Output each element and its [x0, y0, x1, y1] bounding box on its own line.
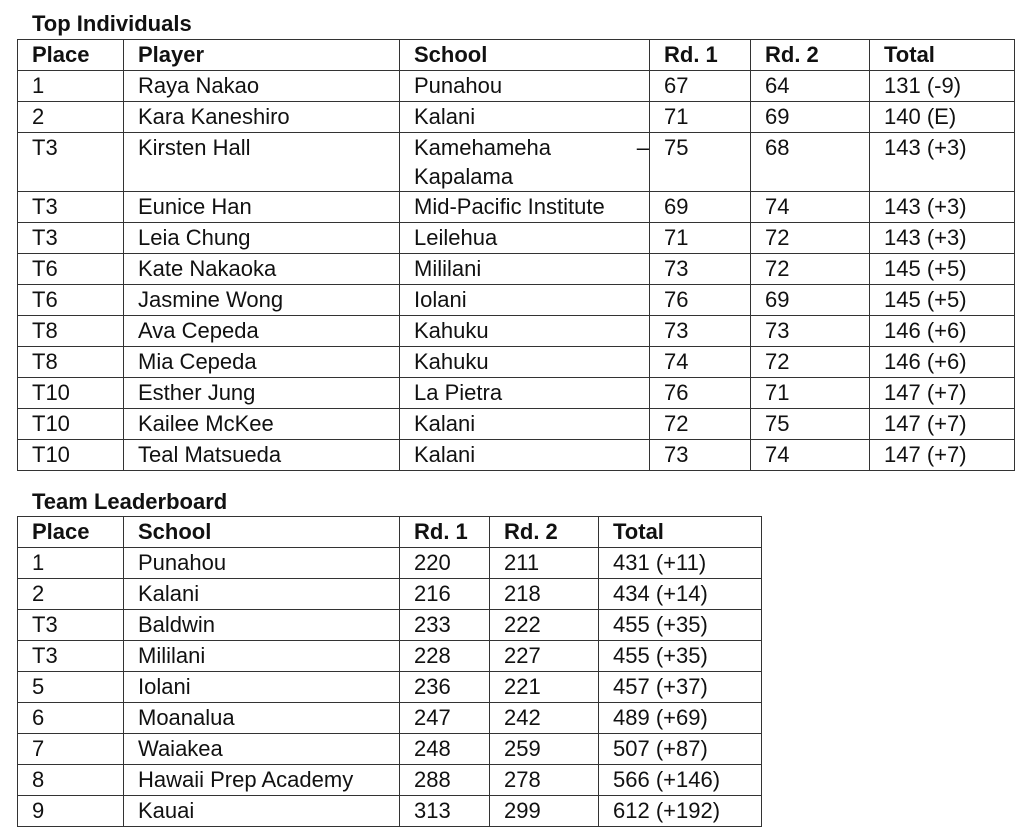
cell-total: 455 (+35) — [599, 641, 762, 672]
column-header-rd2: Rd. 2 — [490, 517, 599, 548]
cell-rd1: 71 — [650, 223, 751, 254]
cell-player: Mia Cepeda — [124, 347, 400, 378]
cell-rd2: 218 — [490, 579, 599, 610]
cell-rd2: 72 — [751, 223, 870, 254]
table-row — [18, 133, 1015, 192]
cell-place: 1 — [18, 71, 124, 102]
table-row — [18, 102, 1015, 133]
cell-total: 145 (+5) — [870, 254, 1015, 285]
cell-rd2: 72 — [751, 254, 870, 285]
cell-rd2: 72 — [751, 347, 870, 378]
cell-school: Iolani — [400, 285, 650, 316]
cell-player: Kailee McKee — [124, 409, 400, 440]
cell-school: Punahou — [124, 548, 400, 579]
cell-place: 5 — [18, 672, 124, 703]
cell-rd2: 227 — [490, 641, 599, 672]
cell-rd1: 220 — [400, 548, 490, 579]
cell-total: 143 (+3) — [870, 192, 1015, 223]
cell-place: 2 — [18, 579, 124, 610]
cell-school: Kahuku — [400, 347, 650, 378]
table-row — [18, 378, 1015, 409]
cell-school: Kalani — [400, 102, 650, 133]
cell-total: 489 (+69) — [599, 703, 762, 734]
cell-rd1: 228 — [400, 641, 490, 672]
table-row — [18, 796, 762, 827]
cell-rd2: 222 — [490, 610, 599, 641]
cell-player: Kara Kaneshiro — [124, 102, 400, 133]
cell-school: Hawaii Prep Academy — [124, 765, 400, 796]
cell-rd1: 75 — [650, 133, 751, 192]
cell-rd1: 73 — [650, 316, 751, 347]
cell-school: Kalani — [400, 440, 650, 471]
cell-player: Raya Nakao — [124, 71, 400, 102]
cell-rd2: 278 — [490, 765, 599, 796]
cell-total: 147 (+7) — [870, 409, 1015, 440]
table-row — [18, 734, 762, 765]
cell-place: T3 — [18, 610, 124, 641]
cell-total: 131 (-9) — [870, 71, 1015, 102]
cell-school: Iolani — [124, 672, 400, 703]
table-row — [18, 765, 762, 796]
cell-rd1: 72 — [650, 409, 751, 440]
cell-place: T10 — [18, 378, 124, 409]
cell-total: 147 (+7) — [870, 440, 1015, 471]
cell-rd1: 248 — [400, 734, 490, 765]
cell-rd1: 69 — [650, 192, 751, 223]
cell-school: Mid-Pacific Institute — [400, 192, 650, 223]
cell-school: Kauai — [124, 796, 400, 827]
cell-rd1: 288 — [400, 765, 490, 796]
cell-total: 431 (+11) — [599, 548, 762, 579]
cell-rd2: 68 — [751, 133, 870, 192]
cell-total: 143 (+3) — [870, 133, 1015, 192]
table-row — [18, 703, 762, 734]
table-row — [18, 347, 1015, 378]
column-header-rd1: Rd. 1 — [400, 517, 490, 548]
cell-player: Kirsten Hall — [124, 133, 400, 192]
cell-player: Teal Matsueda — [124, 440, 400, 471]
cell-rd1: 236 — [400, 672, 490, 703]
team-title: Team Leaderboard — [32, 489, 228, 514]
individuals-title: Top Individuals — [32, 11, 192, 36]
team-table — [17, 516, 762, 827]
column-header-place: Place — [18, 517, 124, 548]
cell-school: Kalani — [124, 579, 400, 610]
cell-place: T6 — [18, 254, 124, 285]
cell-rd1: 233 — [400, 610, 490, 641]
table-row — [18, 672, 762, 703]
cell-player: Jasmine Wong — [124, 285, 400, 316]
cell-place: T3 — [18, 192, 124, 223]
cell-rd1: 74 — [650, 347, 751, 378]
cell-total: 147 (+7) — [870, 378, 1015, 409]
cell-rd2: 74 — [751, 440, 870, 471]
column-header-rd2: Rd. 2 — [751, 40, 870, 71]
column-header-place: Place — [18, 40, 124, 71]
cell-player: Eunice Han — [124, 192, 400, 223]
cell-player: Kate Nakaoka — [124, 254, 400, 285]
cell-player: Leia Chung — [124, 223, 400, 254]
cell-rd2: 299 — [490, 796, 599, 827]
cell-total: 143 (+3) — [870, 223, 1015, 254]
cell-place: T8 — [18, 316, 124, 347]
cell-school: Moanalua — [124, 703, 400, 734]
cell-total: 507 (+87) — [599, 734, 762, 765]
cell-place: T3 — [18, 641, 124, 672]
cell-place: T6 — [18, 285, 124, 316]
table-row — [18, 316, 1015, 347]
cell-school: Mililani — [124, 641, 400, 672]
table-row — [18, 409, 1015, 440]
table-row — [18, 548, 762, 579]
cell-rd1: 73 — [650, 254, 751, 285]
table-row — [18, 192, 1015, 223]
cell-school: Waiakea — [124, 734, 400, 765]
cell-rd1: 73 — [650, 440, 751, 471]
cell-place: T8 — [18, 347, 124, 378]
cell-total: 140 (E) — [870, 102, 1015, 133]
cell-place: 1 — [18, 548, 124, 579]
cell-rd2: 74 — [751, 192, 870, 223]
cell-place: 9 — [18, 796, 124, 827]
cell-school: Kamehameha – Kapalama — [400, 133, 650, 192]
cell-rd1: 216 — [400, 579, 490, 610]
cell-school: Leilehua — [400, 223, 650, 254]
individuals-table — [17, 39, 1015, 471]
cell-rd1: 71 — [650, 102, 751, 133]
cell-rd2: 69 — [751, 102, 870, 133]
cell-total: 434 (+14) — [599, 579, 762, 610]
cell-rd2: 73 — [751, 316, 870, 347]
cell-rd2: 75 — [751, 409, 870, 440]
column-header-rd1: Rd. 1 — [650, 40, 751, 71]
cell-player: Esther Jung — [124, 378, 400, 409]
cell-school: Punahou — [400, 71, 650, 102]
table-row — [18, 71, 1015, 102]
column-header-school: School — [400, 40, 650, 71]
cell-player: Ava Cepeda — [124, 316, 400, 347]
cell-rd1: 76 — [650, 378, 751, 409]
table-row — [18, 579, 762, 610]
cell-total: 146 (+6) — [870, 347, 1015, 378]
column-header-total: Total — [599, 517, 762, 548]
cell-total: 566 (+146) — [599, 765, 762, 796]
cell-rd1: 247 — [400, 703, 490, 734]
cell-place: T10 — [18, 440, 124, 471]
cell-place: 2 — [18, 102, 124, 133]
cell-rd2: 71 — [751, 378, 870, 409]
cell-rd2: 242 — [490, 703, 599, 734]
table-row — [18, 254, 1015, 285]
cell-rd2: 211 — [490, 548, 599, 579]
cell-total: 455 (+35) — [599, 610, 762, 641]
cell-rd2: 64 — [751, 71, 870, 102]
cell-rd2: 69 — [751, 285, 870, 316]
column-header-total: Total — [870, 40, 1015, 71]
column-header-school: School — [124, 517, 400, 548]
cell-total: 145 (+5) — [870, 285, 1015, 316]
cell-place: 8 — [18, 765, 124, 796]
column-header-player: Player — [124, 40, 400, 71]
cell-place: T3 — [18, 133, 124, 192]
cell-rd1: 67 — [650, 71, 751, 102]
cell-school: Baldwin — [124, 610, 400, 641]
individuals-header-row — [18, 40, 1015, 71]
cell-place: T3 — [18, 223, 124, 254]
cell-place: T10 — [18, 409, 124, 440]
cell-total: 612 (+192) — [599, 796, 762, 827]
cell-school: Kahuku — [400, 316, 650, 347]
table-row — [18, 285, 1015, 316]
table-row — [18, 223, 1015, 254]
cell-school: Kalani — [400, 409, 650, 440]
cell-rd1: 76 — [650, 285, 751, 316]
cell-total: 146 (+6) — [870, 316, 1015, 347]
cell-rd1: 313 — [400, 796, 490, 827]
cell-rd2: 259 — [490, 734, 599, 765]
cell-rd2: 221 — [490, 672, 599, 703]
cell-place: 6 — [18, 703, 124, 734]
cell-school: La Pietra — [400, 378, 650, 409]
table-row — [18, 440, 1015, 471]
cell-total: 457 (+37) — [599, 672, 762, 703]
table-row — [18, 641, 762, 672]
team-header-row — [18, 517, 762, 548]
table-row — [18, 610, 762, 641]
cell-school: Mililani — [400, 254, 650, 285]
cell-place: 7 — [18, 734, 124, 765]
